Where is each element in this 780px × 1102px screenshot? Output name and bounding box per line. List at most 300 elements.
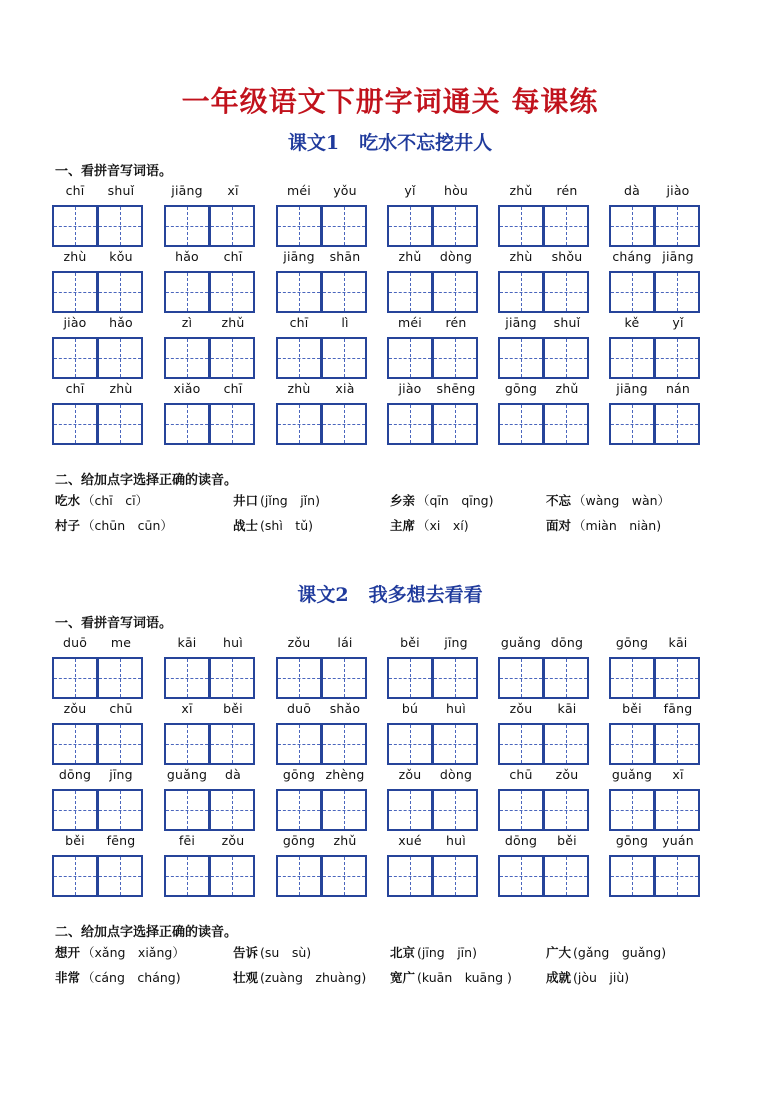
pinyin-syllable: yǐ xyxy=(404,183,416,198)
reading-item xyxy=(546,516,661,534)
reading-word: 成就 xyxy=(546,970,572,985)
lesson-name: 我多想去看看 xyxy=(368,584,483,606)
writing-box[interactable] xyxy=(543,337,589,379)
guide-line xyxy=(677,659,678,697)
writing-box[interactable] xyxy=(498,403,544,445)
writing-box[interactable] xyxy=(321,271,367,313)
writing-box[interactable] xyxy=(432,723,478,765)
writing-box[interactable] xyxy=(164,723,210,765)
writing-box[interactable] xyxy=(432,855,478,897)
guide-line xyxy=(344,207,345,245)
writing-box[interactable] xyxy=(543,205,589,247)
writing-box[interactable] xyxy=(52,271,98,313)
writing-box[interactable] xyxy=(164,789,210,831)
word-cell xyxy=(498,249,590,313)
pinyin-syllable: běi xyxy=(622,701,642,716)
guide-line xyxy=(232,791,233,829)
word-cell xyxy=(164,381,256,445)
pinyin-syllable: jiāng xyxy=(505,315,537,330)
pinyin-row xyxy=(52,701,712,765)
writing-box[interactable] xyxy=(164,337,210,379)
writing-box[interactable] xyxy=(498,337,544,379)
reading-word: 壮观 xyxy=(233,970,259,985)
guide-line xyxy=(632,207,633,245)
reading-options[interactable]: (jīng jīn) xyxy=(417,945,477,960)
writing-box[interactable] xyxy=(609,855,655,897)
pinyin-label xyxy=(164,381,256,399)
writing-box[interactable] xyxy=(387,855,433,897)
guide-line xyxy=(344,791,345,829)
guide-line xyxy=(75,725,76,763)
guide-line xyxy=(455,207,456,245)
guide-line xyxy=(455,339,456,377)
pinyin-syllable: lái xyxy=(337,635,353,650)
tianzige-pair xyxy=(387,657,479,699)
reading-item xyxy=(55,516,173,534)
writing-box[interactable] xyxy=(543,403,589,445)
writing-box[interactable] xyxy=(498,723,544,765)
writing-box[interactable] xyxy=(387,789,433,831)
pinyin-syllable: kě xyxy=(624,315,640,330)
reading-item xyxy=(233,516,313,534)
guide-line xyxy=(187,339,188,377)
lesson-title xyxy=(0,580,780,607)
writing-box[interactable] xyxy=(164,205,210,247)
reading-word: 吃水 xyxy=(55,493,81,508)
word-cell xyxy=(276,183,368,247)
writing-box[interactable] xyxy=(276,337,322,379)
pinyin-syllable: gōng xyxy=(504,381,538,396)
writing-box[interactable] xyxy=(654,789,700,831)
writing-box[interactable] xyxy=(276,855,322,897)
writing-box[interactable] xyxy=(654,723,700,765)
writing-box[interactable] xyxy=(543,855,589,897)
writing-box[interactable] xyxy=(276,205,322,247)
pinyin-syllable: gōng xyxy=(615,635,649,650)
writing-box[interactable] xyxy=(321,403,367,445)
writing-box[interactable] xyxy=(52,723,98,765)
reading-options[interactable]: （miàn niàn) xyxy=(573,518,662,533)
pinyin-syllable: guǎng xyxy=(500,635,542,650)
pinyin-label xyxy=(52,833,144,851)
guide-line xyxy=(299,273,300,311)
tianzige-pair xyxy=(498,205,590,247)
writing-box[interactable] xyxy=(276,403,322,445)
guide-line xyxy=(299,339,300,377)
writing-box[interactable] xyxy=(276,657,322,699)
tianzige-pair xyxy=(276,403,368,445)
reading-word: 广大 xyxy=(546,945,572,960)
writing-box[interactable] xyxy=(321,723,367,765)
tianzige-pair xyxy=(498,337,590,379)
pinyin-syllable: rén xyxy=(556,183,578,198)
writing-box[interactable] xyxy=(498,855,544,897)
pinyin-syllable: xué xyxy=(398,833,422,848)
tianzige-pair xyxy=(164,789,256,831)
tianzige-pair xyxy=(498,855,590,897)
guide-line xyxy=(187,659,188,697)
pinyin-label xyxy=(387,833,479,851)
word-cell xyxy=(276,767,368,831)
pinyin-syllable: yǒu xyxy=(333,183,357,198)
guide-line xyxy=(455,659,456,697)
writing-box[interactable] xyxy=(432,205,478,247)
pinyin-label xyxy=(164,315,256,333)
pinyin-syllable: chū xyxy=(109,701,133,716)
tianzige-pair xyxy=(609,789,701,831)
guide-line xyxy=(75,857,76,895)
guide-line xyxy=(299,725,300,763)
pinyin-syllable: cháng xyxy=(612,249,652,264)
guide-line xyxy=(566,791,567,829)
reading-options[interactable]: (su sù) xyxy=(260,945,312,960)
writing-box[interactable] xyxy=(97,271,143,313)
pinyin-label xyxy=(52,767,144,785)
writing-box[interactable] xyxy=(609,789,655,831)
writing-box[interactable] xyxy=(654,403,700,445)
pinyin-label xyxy=(387,315,479,333)
guide-line xyxy=(299,405,300,443)
writing-box[interactable] xyxy=(387,723,433,765)
pinyin-label xyxy=(52,315,144,333)
writing-box[interactable] xyxy=(321,789,367,831)
pinyin-syllable: dōng xyxy=(504,833,538,848)
writing-box[interactable] xyxy=(52,403,98,445)
writing-box[interactable] xyxy=(654,271,700,313)
writing-box[interactable] xyxy=(97,657,143,699)
reading-word: 井口 xyxy=(233,493,259,508)
word-cell xyxy=(164,701,256,765)
writing-box[interactable] xyxy=(654,657,700,699)
guide-line xyxy=(455,857,456,895)
writing-box[interactable] xyxy=(276,271,322,313)
guide-line xyxy=(344,273,345,311)
tianzige-pair xyxy=(164,205,256,247)
reading-options[interactable]: (kuān kuāng ) xyxy=(417,970,512,985)
guide-line xyxy=(455,791,456,829)
pinyin-syllable: zǒu xyxy=(221,833,245,848)
writing-box[interactable] xyxy=(209,271,255,313)
writing-box[interactable] xyxy=(387,403,433,445)
pinyin-syllable: běi xyxy=(65,833,85,848)
guide-line xyxy=(455,405,456,443)
pinyin-label xyxy=(609,833,701,851)
word-cell xyxy=(498,635,590,699)
writing-box[interactable] xyxy=(432,657,478,699)
writing-box[interactable] xyxy=(164,657,210,699)
guide-line xyxy=(632,273,633,311)
writing-box[interactable] xyxy=(97,337,143,379)
writing-box[interactable] xyxy=(543,271,589,313)
tianzige-pair xyxy=(164,271,256,313)
word-cell xyxy=(387,315,479,379)
guide-line xyxy=(120,791,121,829)
guide-line xyxy=(566,857,567,895)
guide-line xyxy=(120,273,121,311)
writing-box[interactable] xyxy=(432,403,478,445)
writing-box[interactable] xyxy=(432,789,478,831)
tianzige-pair xyxy=(498,403,590,445)
word-cell xyxy=(387,767,479,831)
writing-box[interactable] xyxy=(209,337,255,379)
guide-line xyxy=(566,207,567,245)
pinyin-label xyxy=(387,381,479,399)
pinyin-label xyxy=(52,635,144,653)
tianzige-pair xyxy=(276,271,368,313)
guide-line xyxy=(410,659,411,697)
pinyin-syllable: zhù xyxy=(109,381,133,396)
reading-section-heading: 二、给加点字选择正确的读音。 xyxy=(55,473,238,488)
guide-line xyxy=(299,791,300,829)
guide-line xyxy=(232,339,233,377)
guide-line xyxy=(120,857,121,895)
word-cell xyxy=(498,767,590,831)
pinyin-syllable: běi xyxy=(557,833,577,848)
tianzige-pair xyxy=(164,657,256,699)
pinyin-syllable: hǎo xyxy=(175,249,199,264)
guide-line xyxy=(120,207,121,245)
reading-word: 主席 xyxy=(390,518,416,533)
guide-line xyxy=(232,857,233,895)
reading-options[interactable]: （cáng cháng) xyxy=(82,970,181,985)
writing-box[interactable] xyxy=(654,337,700,379)
guide-line xyxy=(677,725,678,763)
writing-box[interactable] xyxy=(498,205,544,247)
word-cell xyxy=(164,767,256,831)
reading-item xyxy=(390,491,494,509)
word-cell xyxy=(164,635,256,699)
reading-item xyxy=(546,968,629,986)
guide-line xyxy=(632,405,633,443)
tianzige-pair xyxy=(387,403,479,445)
writing-box[interactable] xyxy=(209,657,255,699)
guide-line xyxy=(344,725,345,763)
guide-line xyxy=(410,725,411,763)
guide-line xyxy=(120,339,121,377)
pinyin-syllable: huì xyxy=(446,701,466,716)
pinyin-label xyxy=(387,183,479,201)
pinyin-syllable: fēi xyxy=(178,833,196,848)
pinyin-syllable: dà xyxy=(225,767,241,782)
guide-line xyxy=(677,791,678,829)
pinyin-syllable: jiào xyxy=(398,381,422,396)
writing-box[interactable] xyxy=(52,205,98,247)
pinyin-syllable: kāi xyxy=(177,635,197,650)
writing-box[interactable] xyxy=(432,337,478,379)
writing-box[interactable] xyxy=(498,657,544,699)
guide-line xyxy=(232,207,233,245)
reading-options[interactable]: (jòu jiù) xyxy=(573,970,630,985)
writing-box[interactable] xyxy=(97,205,143,247)
reading-options[interactable]: (jǐng jǐn) xyxy=(260,493,320,508)
pinyin-label xyxy=(276,767,368,785)
writing-box[interactable] xyxy=(498,789,544,831)
pinyin-label xyxy=(498,381,590,399)
writing-box[interactable] xyxy=(321,337,367,379)
pinyin-syllable: dōng xyxy=(58,767,92,782)
reading-options[interactable]: （chī cī） xyxy=(82,493,149,508)
writing-box[interactable] xyxy=(321,657,367,699)
writing-box[interactable] xyxy=(387,657,433,699)
pinyin-syllable: huì xyxy=(446,833,466,848)
reading-options[interactable]: （xǎng xiǎng） xyxy=(82,945,185,960)
pinyin-syllable: hòu xyxy=(443,183,469,198)
pinyin-syllable: chī xyxy=(223,249,243,264)
guide-line xyxy=(521,791,522,829)
writing-box[interactable] xyxy=(209,789,255,831)
guide-line xyxy=(566,405,567,443)
reading-word: 战士 xyxy=(233,518,259,533)
word-cell xyxy=(52,635,144,699)
pinyin-label xyxy=(498,315,590,333)
guide-line xyxy=(677,207,678,245)
tianzige-pair xyxy=(387,789,479,831)
guide-line xyxy=(299,207,300,245)
tianzige-pair xyxy=(164,723,256,765)
pinyin-label xyxy=(498,767,590,785)
writing-box[interactable] xyxy=(209,723,255,765)
guide-line xyxy=(120,405,121,443)
pinyin-syllable: zǒu xyxy=(287,635,311,650)
writing-box[interactable] xyxy=(52,657,98,699)
guide-line xyxy=(299,659,300,697)
writing-box[interactable] xyxy=(543,657,589,699)
pinyin-row xyxy=(52,635,712,699)
guide-line xyxy=(344,339,345,377)
writing-box[interactable] xyxy=(52,855,98,897)
writing-box[interactable] xyxy=(543,789,589,831)
writing-box[interactable] xyxy=(52,789,98,831)
writing-box[interactable] xyxy=(609,205,655,247)
pinyin-label xyxy=(609,249,701,267)
reading-word: 非常 xyxy=(55,970,81,985)
reading-options[interactable]: （xi xí) xyxy=(417,518,469,533)
guide-line xyxy=(75,339,76,377)
pinyin-row xyxy=(52,183,712,247)
pinyin-syllable: jiāng xyxy=(171,183,203,198)
tianzige-pair xyxy=(609,657,701,699)
word-cell xyxy=(52,767,144,831)
pinyin-syllable: hǎo xyxy=(109,315,133,330)
writing-box[interactable] xyxy=(387,205,433,247)
reading-options[interactable]: （chūn cūn） xyxy=(82,518,173,533)
writing-box[interactable] xyxy=(609,271,655,313)
pinyin-syllable: fāng xyxy=(663,701,693,716)
writing-box[interactable] xyxy=(209,855,255,897)
pinyin-syllable: xī xyxy=(227,183,239,198)
pinyin-label xyxy=(52,381,144,399)
pinyin-syllable: dòng xyxy=(439,249,473,264)
tianzige-pair xyxy=(164,403,256,445)
writing-box[interactable] xyxy=(498,271,544,313)
tianzige-pair xyxy=(52,403,144,445)
word-cell xyxy=(498,381,590,445)
reading-options[interactable]: （wàng wàn） xyxy=(573,493,671,508)
guide-line xyxy=(410,405,411,443)
reading-item xyxy=(546,943,666,961)
tianzige-pair xyxy=(276,657,368,699)
writing-box[interactable] xyxy=(52,337,98,379)
guide-line xyxy=(120,659,121,697)
reading-options[interactable]: (gǎng guǎng) xyxy=(573,945,667,960)
reading-item xyxy=(55,491,148,509)
writing-box[interactable] xyxy=(276,723,322,765)
reading-options[interactable]: (zuàng zhuàng) xyxy=(260,970,367,985)
writing-box[interactable] xyxy=(609,657,655,699)
guide-line xyxy=(410,857,411,895)
writing-box[interactable] xyxy=(609,403,655,445)
writing-box[interactable] xyxy=(387,337,433,379)
guide-line xyxy=(521,339,522,377)
tianzige-pair xyxy=(276,337,368,379)
writing-box[interactable] xyxy=(654,205,700,247)
lesson-name: 吃水不忘挖井人 xyxy=(359,132,493,154)
pinyin-syllable: kǒu xyxy=(109,249,133,264)
pinyin-label xyxy=(276,635,368,653)
writing-box[interactable] xyxy=(432,271,478,313)
reading-row xyxy=(0,516,780,540)
writing-box[interactable] xyxy=(321,855,367,897)
guide-line xyxy=(187,857,188,895)
pinyin-syllable: me xyxy=(110,635,132,650)
pinyin-syllable: shǎo xyxy=(329,701,361,716)
guide-line xyxy=(521,405,522,443)
writing-box[interactable] xyxy=(654,855,700,897)
guide-line xyxy=(187,207,188,245)
word-cell xyxy=(52,315,144,379)
writing-box[interactable] xyxy=(97,789,143,831)
writing-box[interactable] xyxy=(164,855,210,897)
guide-line xyxy=(410,207,411,245)
writing-box[interactable] xyxy=(97,403,143,445)
pinyin-label xyxy=(276,833,368,851)
word-cell xyxy=(609,249,701,313)
pinyin-label xyxy=(387,767,479,785)
writing-box[interactable] xyxy=(543,723,589,765)
writing-box[interactable] xyxy=(164,271,210,313)
writing-box[interactable] xyxy=(609,337,655,379)
pinyin-label xyxy=(609,381,701,399)
writing-box[interactable] xyxy=(164,403,210,445)
reading-item xyxy=(390,968,512,986)
writing-box[interactable] xyxy=(209,205,255,247)
pinyin-label xyxy=(164,183,256,201)
writing-box[interactable] xyxy=(276,789,322,831)
reading-options[interactable]: (shì tǔ) xyxy=(260,518,314,533)
writing-box[interactable] xyxy=(97,723,143,765)
pinyin-syllable: jīng xyxy=(109,767,133,782)
writing-box[interactable] xyxy=(209,403,255,445)
guide-line xyxy=(344,857,345,895)
writing-box[interactable] xyxy=(609,723,655,765)
reading-row xyxy=(0,943,780,967)
writing-box[interactable] xyxy=(387,271,433,313)
reading-options[interactable]: （qīn qīng) xyxy=(417,493,494,508)
word-cell xyxy=(52,249,144,313)
writing-box[interactable] xyxy=(97,855,143,897)
guide-line xyxy=(410,273,411,311)
pinyin-syllable: zǒu xyxy=(555,767,579,782)
pinyin-label xyxy=(164,767,256,785)
pinyin-syllable: rén xyxy=(445,315,467,330)
writing-box[interactable] xyxy=(321,205,367,247)
word-cell xyxy=(609,701,701,765)
tianzige-pair xyxy=(52,855,144,897)
tianzige-pair xyxy=(164,337,256,379)
word-cell xyxy=(52,381,144,445)
guide-line xyxy=(75,791,76,829)
pinyin-syllable: zhǔ xyxy=(509,183,533,198)
